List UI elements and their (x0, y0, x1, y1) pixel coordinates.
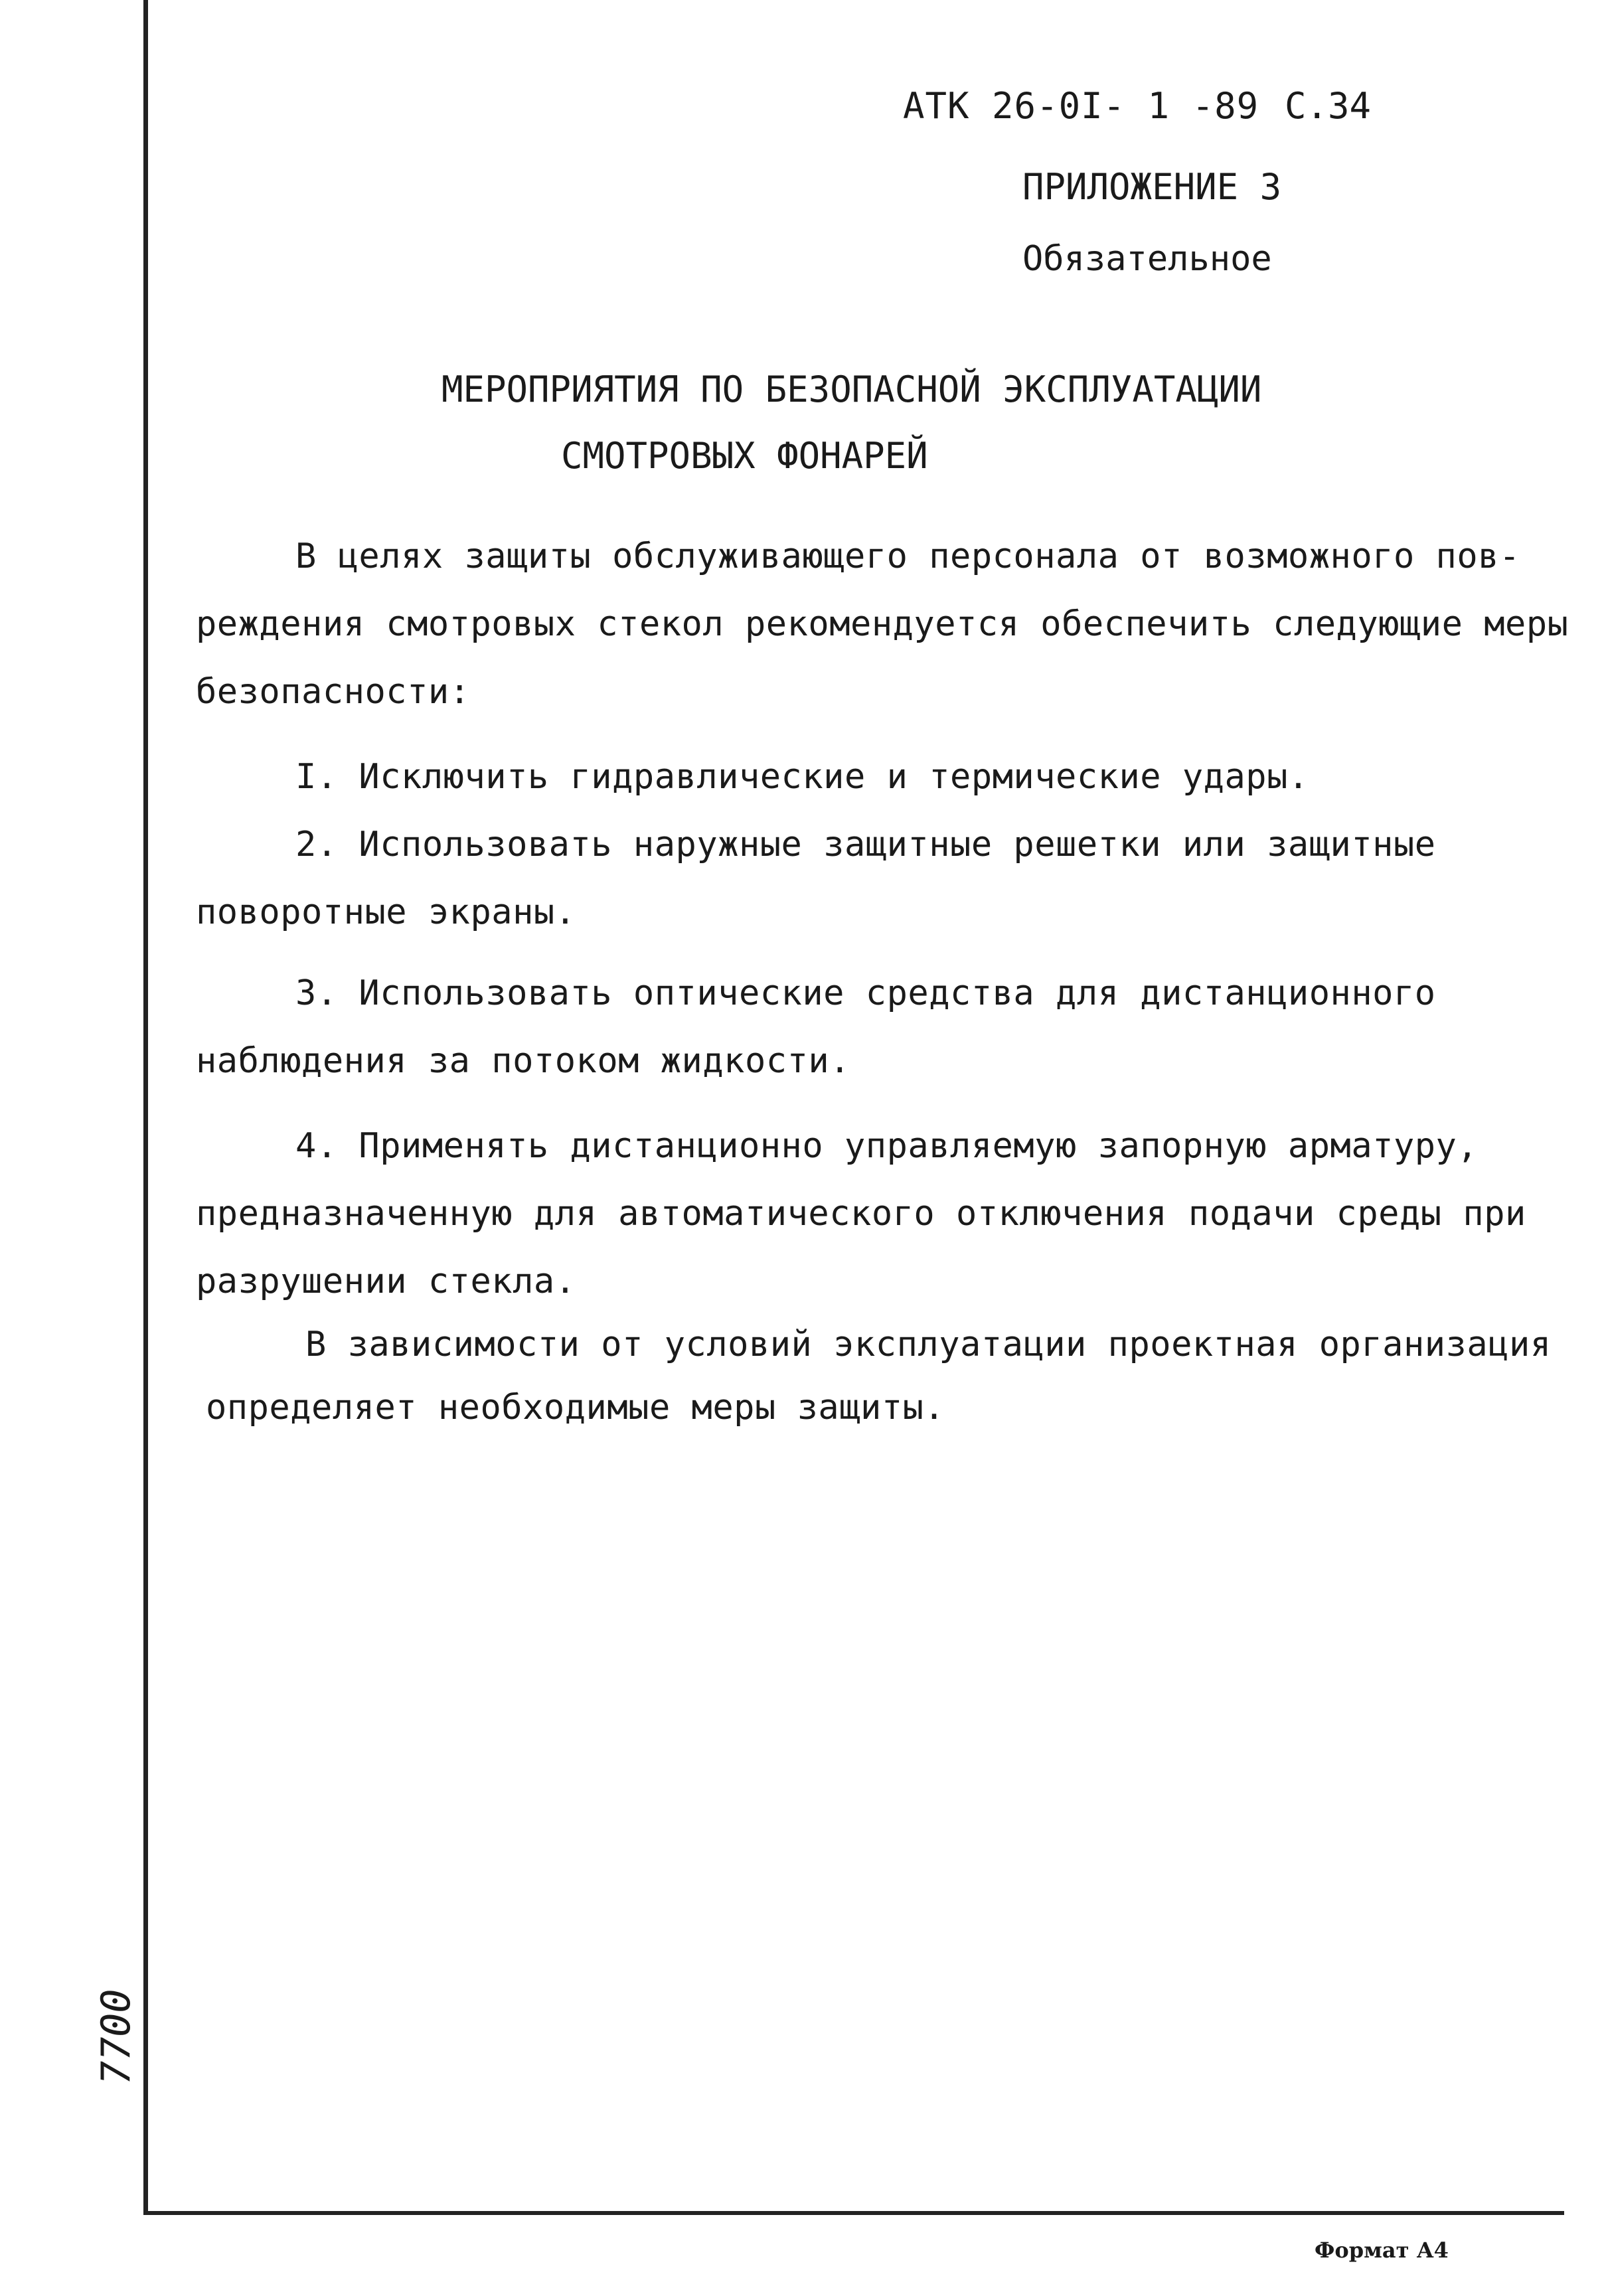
intro-line-3: безопасности: (196, 672, 471, 712)
intro-line-2: реждения смотровых стекол рекомендуется обеспечить следующие меры (196, 604, 1569, 644)
list-item-4-line-1: 4. Применять дистанционно управляемую запорную арматуру, (295, 1126, 1479, 1166)
list-item-4-line-3: разрушении стекла. (196, 1262, 576, 1301)
section-heading-line-2: СМОТРОВЫХ ФОНАРЕЙ (561, 435, 928, 477)
section-heading-line-1: МЕРОПРИЯТИЯ ПО БЕЗОПАСНОЙ ЭКСПЛУАТАЦИИ (441, 369, 1262, 410)
binding-line (143, 0, 148, 2214)
document-code: АТК 26-0I- 1 -89 (903, 85, 1259, 127)
list-item-2-line-2: поворотные экраны. (196, 892, 576, 932)
closing-line-1: В зависимости от условий эксплуатации проектная организация (305, 1325, 1552, 1364)
page-number: С.34 (1285, 85, 1372, 127)
list-item-1-line-1: I. Исключить гидравлические и термические удары. (295, 757, 1309, 797)
appendix-title: ПРИЛОЖЕНИЕ 3 (1022, 166, 1282, 208)
list-item-3-line-2: наблюдения за потоком жидкости. (196, 1041, 851, 1081)
appendix-status: Обязательное (1022, 239, 1272, 279)
list-item-3-line-1: 3. Использовать оптические средства для дистанционного (295, 973, 1436, 1013)
bottom-line (143, 2211, 1564, 2215)
list-item-4-line-2: предназначенную для автоматического отключения подачи среды при (196, 1194, 1526, 1234)
list-item-2-line-1: 2. Использовать наружные защитные решетки или защитные (295, 825, 1436, 864)
format-label: Формат А4 (1315, 2238, 1449, 2263)
intro-line-1: В целях защиты обслуживающего персонала от возможного пов- (295, 536, 1520, 576)
closing-line-2: определяет необходимые меры защиты. (206, 1388, 945, 1428)
margin-handwritten-number: 7700 (93, 1989, 139, 2085)
